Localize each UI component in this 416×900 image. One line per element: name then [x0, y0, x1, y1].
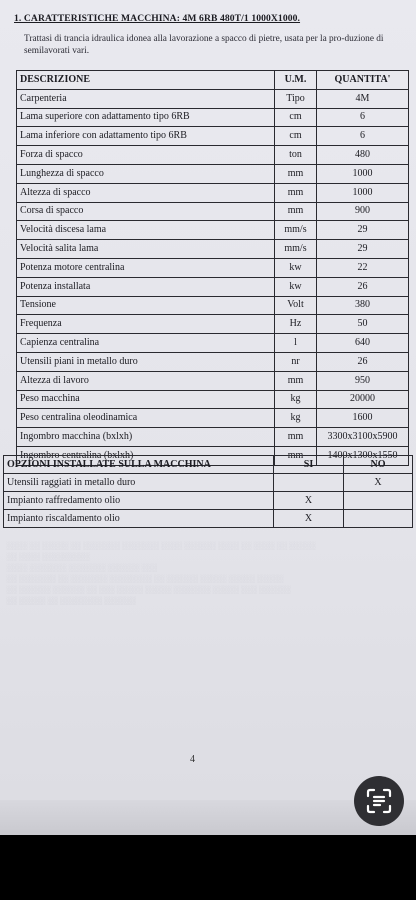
spec-unit: ton: [275, 146, 317, 165]
spec-quantity: 480: [317, 146, 409, 165]
spec-description: Capienza centralina: [17, 334, 275, 353]
options-row: [4, 492, 413, 510]
spec-description: Corsa di spacco: [17, 202, 275, 221]
specs-row: [17, 409, 409, 428]
spec-unit: kw: [275, 258, 317, 277]
specs-row: [17, 108, 409, 127]
spec-unit: mm/s: [275, 221, 317, 240]
option-si-mark: X: [274, 510, 344, 528]
spec-unit: nr: [275, 352, 317, 371]
specs-header-quantity: QUANTITA': [317, 71, 409, 90]
spec-quantity: 380: [317, 296, 409, 315]
spec-description: Potenza motore centralina: [17, 258, 275, 277]
option-no-mark: [344, 492, 413, 510]
spec-description: Tensione: [17, 296, 275, 315]
spec-description: Ingombro centralina (bxlxh): [17, 446, 275, 465]
options-body: [4, 474, 413, 528]
option-si-mark: X: [274, 492, 344, 510]
spec-unit: Tipo: [275, 89, 317, 108]
options-header-si: SI: [274, 456, 344, 474]
spec-description: Peso macchina: [17, 390, 275, 409]
specs-row: [17, 164, 409, 183]
spec-description: Altezza di lavoro: [17, 371, 275, 390]
specs-row: [17, 258, 409, 277]
spec-description: Lama superiore con adattamento tipo 6RB: [17, 108, 275, 127]
spec-quantity: 50: [317, 315, 409, 334]
spec-unit: mm: [275, 183, 317, 202]
spec-quantity: 29: [317, 221, 409, 240]
spec-description: Lunghezza di spacco: [17, 164, 275, 183]
spec-description: Peso centralina oleodinamica: [17, 409, 275, 428]
spec-description: Carpenteria: [17, 89, 275, 108]
options-header-row: [4, 456, 413, 474]
options-table: [3, 455, 413, 528]
spec-quantity: 26: [317, 352, 409, 371]
specs-row: [17, 371, 409, 390]
specs-header-unit: U.M.: [275, 71, 317, 90]
spec-quantity: 3300x3100x5900: [317, 428, 409, 447]
option-no-mark: [344, 510, 413, 528]
spec-quantity: 29: [317, 240, 409, 259]
spec-quantity: 6: [317, 127, 409, 146]
spec-quantity: 4M: [317, 89, 409, 108]
spec-description: Potenza installata: [17, 277, 275, 296]
specs-body: [17, 89, 409, 465]
spec-quantity: 26: [317, 277, 409, 296]
spec-description: Lama inferiore con adattamento tipo 6RB: [17, 127, 275, 146]
text-scan-icon: [365, 787, 393, 815]
spec-description: Frequenza: [17, 315, 275, 334]
specs-row: [17, 334, 409, 353]
spec-description: Ingombro macchina (bxlxh): [17, 428, 275, 447]
spec-unit: mm: [275, 446, 317, 465]
options-header-no: NO: [344, 456, 413, 474]
specs-row: [17, 240, 409, 259]
specs-row: [17, 221, 409, 240]
spec-unit: cm: [275, 108, 317, 127]
spec-unit: mm/s: [275, 240, 317, 259]
intro-paragraph: Trattasi di trancia idraulica idonea alla lavorazione a spacco di pietre, usata per la pro-duzione di semilavorati vari.: [24, 34, 384, 56]
specs-header-description: DESCRIZIONE: [17, 71, 275, 90]
specs-row: [17, 127, 409, 146]
specs-row: [17, 390, 409, 409]
spec-description: Velocità discesa lama: [17, 221, 275, 240]
options-header-label: OPZIONI INSTALLATE SULLA MACCHINA: [4, 456, 274, 474]
spec-quantity: 900: [317, 202, 409, 221]
section-heading: 1. CARATTERISTICHE MACCHINA: 4M 6RB 480T/1 1000X1000.: [14, 13, 301, 24]
spec-unit: kg: [275, 409, 317, 428]
specifications-table: [16, 70, 409, 466]
spec-quantity: 20000: [317, 390, 409, 409]
spec-description: Velocità salita lama: [17, 240, 275, 259]
spec-quantity: 1000: [317, 183, 409, 202]
specs-row: [17, 352, 409, 371]
spec-quantity: 1400x1300x1550: [317, 446, 409, 465]
option-label: Impianto raffredamento olio: [4, 492, 274, 510]
spec-unit: mm: [275, 371, 317, 390]
spec-description: Forza di spacco: [17, 146, 275, 165]
page-number: 4: [190, 754, 195, 765]
specs-row: [17, 146, 409, 165]
specs-row: [17, 315, 409, 334]
spec-quantity: 950: [317, 371, 409, 390]
option-label: Utensili raggiati in metallo duro: [4, 474, 274, 492]
bleed-through-text: ░░░░ ░░ ░░░░░ ░░ ░░░░░░░ ░░░░░░░ ░░░░ ░░░░░░ ░░░░ ░░ ░░░░ ░░ ░░░░░ ░░ ░░░░ ░░░░░░░░░ ░░░░ ░░░░░░░ ░░░░░░░ ░░░░░░ ░░░ ░░ ░░░░░░░ ░░ ░░░░░░░ ░░░░░░░░ ░░ ░░░░░░ ░░░░░ ░░░░░ ░░░░░ ░░ ░░░░░░ ░░░░░░ ░░ ░░░ ░░░░░ ░░░░░ ░░░░░░░ ░░░░░ ░░░ ░░░░░░ ░░ ░░░░░ ░░ ░░░░░░░░ ░░░░░░: [6, 541, 316, 605]
spec-unit: mm: [275, 202, 317, 221]
spec-unit: mm: [275, 428, 317, 447]
option-label: Impianto riscaldamento olio: [4, 510, 274, 528]
specs-row: [17, 277, 409, 296]
spec-description: Utensili piani in metallo duro: [17, 352, 275, 371]
spec-unit: l: [275, 334, 317, 353]
specs-row: [17, 89, 409, 108]
options-row: [4, 474, 413, 492]
spec-quantity: 22: [317, 258, 409, 277]
option-no-mark: X: [344, 474, 413, 492]
spec-unit: cm: [275, 127, 317, 146]
specs-row: [17, 183, 409, 202]
specs-row: [17, 428, 409, 447]
spec-unit: mm: [275, 164, 317, 183]
spec-quantity: 1000: [317, 164, 409, 183]
option-si-mark: [274, 474, 344, 492]
specs-row: [17, 296, 409, 315]
spec-unit: Hz: [275, 315, 317, 334]
specs-header-row: [17, 71, 409, 90]
specs-row: [17, 202, 409, 221]
options-row: [4, 510, 413, 528]
spec-unit: Volt: [275, 296, 317, 315]
spec-quantity: 6: [317, 108, 409, 127]
spec-unit: kg: [275, 390, 317, 409]
spec-quantity: 1600: [317, 409, 409, 428]
spec-description: Altezza di spacco: [17, 183, 275, 202]
text-scan-button[interactable]: [354, 776, 404, 826]
spec-unit: kw: [275, 277, 317, 296]
spec-quantity: 640: [317, 334, 409, 353]
